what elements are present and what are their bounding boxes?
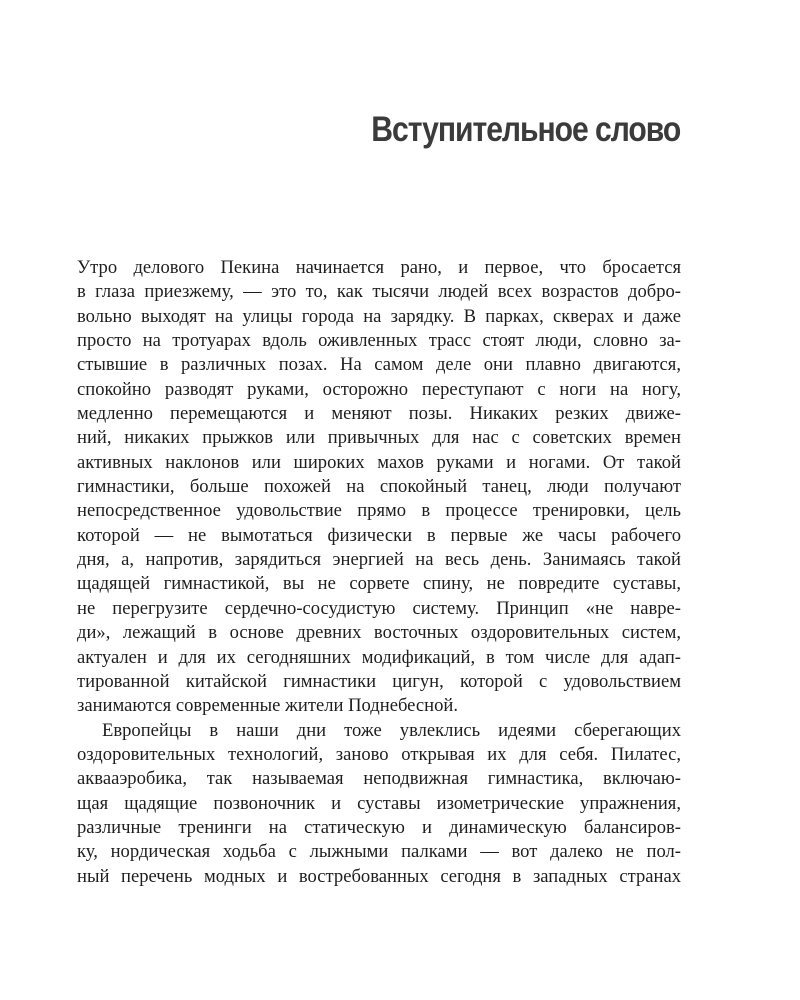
text-line: ный перечень модных и востребованных сегодня в западных странах: [77, 865, 681, 887]
text-line: дня, а, напротив, зарядиться энергией на весь день. Занимаясь такой: [77, 549, 681, 571]
chapter-title: Вступительное слово: [371, 110, 680, 149]
text-line: тированной китайской гимнастики цигун, которой с удовольствием: [77, 670, 681, 692]
text-line: Европейцы в наши дни тоже увлеклись идеями сберегающих: [102, 719, 681, 741]
text-line: Утро делового Пекина начинается рано, и первое, что бросается: [77, 257, 681, 278]
text-line: в глаза приезжему, — это то, как тысячи людей всех возрастов добро-: [77, 281, 681, 303]
text-line: ди», лежащий в основе древних восточных оздоровительных систем,: [77, 622, 681, 644]
text-line: спокойно разводят руками, осторожно переступают с ноги на ногу,: [77, 378, 681, 400]
text-line: аквааэробика, так называемая неподвижная гимнастика, включаю-: [77, 768, 681, 790]
text-line: гимнастики, больше похожей на спокойный танец, люди получают: [77, 476, 681, 498]
text-line: стывшие в различных позах. На самом деле они плавно двигаются,: [77, 354, 681, 376]
text-line: не перегрузите сердечно-сосудистую систему. Принцип «не навре-: [77, 597, 681, 619]
text-line: активных наклонов или широких махов руками и ногами. От такой: [77, 451, 681, 473]
text-line: непосредственное удовольствие прямо в процессе тренировки, цель: [77, 500, 681, 522]
text-line: щадящей гимнастикой, вы не сорвете спину, не повредите суставы,: [77, 573, 681, 595]
text-line: вольно выходят на улицы города на зарядку. В парках, скверах и даже: [77, 305, 681, 327]
paragraph-2: [77, 719, 681, 889]
text-line: актуален и для их сегодняшних модификаций, в том числе для адап-: [77, 646, 681, 668]
text-line: просто на тротуарах вдоль оживленных трасс стоят люди, словно за-: [77, 330, 681, 352]
text-line: щая щадящие позвоночник и суставы изометрические упражнения,: [77, 792, 681, 814]
text-line: которой — не вымотаться физически в первые же часы рабочего: [77, 524, 681, 546]
text-line: занимаются современные жители Поднебесной.: [77, 695, 458, 717]
text-line: ний, никаких прыжков или привычных для нас с советских времен: [77, 427, 681, 449]
text-line: ку, нордическая ходьба с лыжными палками — вот далеко не пол-: [77, 841, 681, 863]
text-line: медленно перемещаются и меняют позы. Никаких резких движе-: [77, 403, 681, 425]
paragraph-1: [77, 256, 681, 719]
text-line: различные тренинги на статическую и динамическую балансиров-: [77, 816, 681, 838]
body-text: [77, 256, 681, 889]
text-line: оздоровительных технологий, заново открывая их для себя. Пилатес,: [77, 743, 681, 765]
